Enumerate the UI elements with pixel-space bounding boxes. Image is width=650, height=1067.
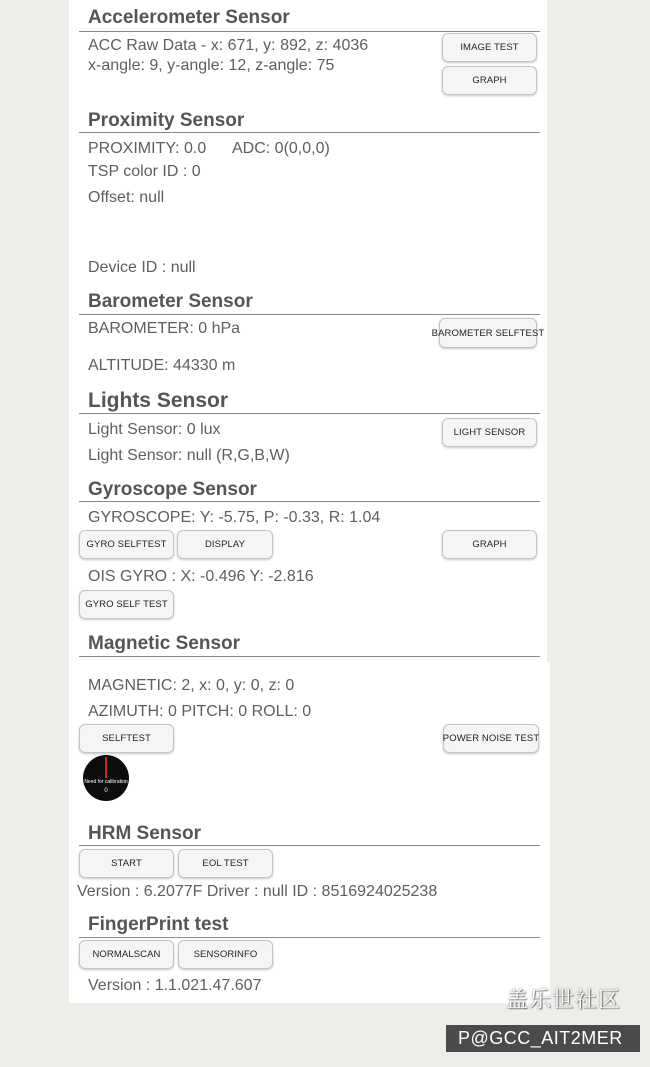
gyro-selftest-button[interactable]: GYRO SELFTEST — [79, 530, 174, 559]
proximity-adc: ADC: 0(0,0,0) — [232, 140, 330, 157]
hrm-eol-test-button[interactable]: EOL TEST — [178, 849, 273, 878]
light-sensor-button[interactable]: LIGHT SENSOR — [442, 418, 537, 447]
watermark-handle: P@GCC_AIT2MER — [446, 1025, 640, 1052]
proximity-header: Proximity Sensor — [88, 110, 245, 131]
lights-header: Lights Sensor — [88, 389, 229, 412]
device-id: Device ID : null — [88, 259, 196, 276]
panel-edge — [547, 662, 550, 1003]
light-lux: Light Sensor: 0 lux — [88, 421, 221, 438]
compass-needle-icon — [105, 757, 107, 778]
compass-calibration-label: Need for calibration — [84, 779, 128, 785]
barometer-selftest-button[interactable]: BAROMETER SELFTEST — [439, 318, 537, 348]
watermark-chinese: 盖乐世社区 — [506, 988, 622, 1013]
ois-gyro-value: OIS GYRO : X: -0.496 Y: -2.816 — [88, 568, 314, 585]
image-test-button[interactable]: IMAGE TEST — [442, 33, 537, 62]
gyroscope-value: GYROSCOPE: Y: -5.75, P: -0.33, R: 1.04 — [88, 509, 381, 526]
gyroscope-header: Gyroscope Sensor — [88, 479, 257, 500]
magnetic-selftest-button[interactable]: SELFTEST — [79, 724, 174, 753]
normalscan-button[interactable]: NORMALSCAN — [79, 940, 174, 969]
gyro-graph-button[interactable]: GRAPH — [442, 530, 537, 559]
magnetic-header: Magnetic Sensor — [88, 633, 241, 654]
acc-angles: x-angle: 9, y-angle: 12, z-angle: 75 — [88, 57, 335, 74]
gyro-display-button[interactable]: DISPLAY — [177, 530, 273, 559]
magnetic-orientation: AZIMUTH: 0 PITCH: 0 ROLL: 0 — [88, 703, 312, 720]
power-noise-test-button[interactable]: POWER NOISE TEST — [443, 724, 539, 753]
compass-value: 0 — [104, 788, 108, 794]
hrm-header: HRM Sensor — [88, 823, 201, 844]
light-rgbw: Light Sensor: null (R,G,B,W) — [88, 447, 290, 464]
fingerprint-divider — [79, 937, 540, 938]
barometer-divider — [79, 314, 540, 315]
sensorinfo-button[interactable]: SENSORINFO — [178, 940, 273, 969]
fingerprint-header: FingerPrint test — [88, 914, 229, 935]
altitude-value: ALTITUDE: 44330 m — [88, 357, 236, 374]
acc-graph-button[interactable]: GRAPH — [442, 66, 537, 95]
gyro-self-test-button[interactable]: GYRO SELF TEST — [79, 590, 174, 619]
hrm-divider — [79, 845, 540, 846]
tsp-color-id: TSP color ID : 0 — [88, 163, 201, 180]
magnetic-divider — [79, 656, 540, 657]
proximity-offset: Offset: null — [88, 189, 165, 206]
accelerometer-header: Accelerometer Sensor — [88, 7, 290, 28]
lights-divider — [79, 413, 540, 414]
magnetic-value: MAGNETIC: 2, x: 0, y: 0, z: 0 — [88, 677, 295, 694]
gyroscope-divider — [79, 501, 540, 502]
barometer-value: BAROMETER: 0 hPa — [88, 320, 241, 337]
hrm-version: Version : 6.2077F Driver : null ID : 8516924025238 — [77, 883, 438, 900]
hrm-start-button[interactable]: START — [79, 849, 174, 878]
fingerprint-version: Version : 1.1.021.47.607 — [88, 977, 262, 994]
acc-raw-data: ACC Raw Data - x: 671, y: 892, z: 4036 — [88, 37, 369, 54]
proximity-value: PROXIMITY: 0.0 — [88, 140, 207, 157]
accelerometer-divider — [79, 31, 540, 32]
barometer-header: Barometer Sensor — [88, 291, 253, 312]
proximity-divider — [79, 132, 540, 133]
compass-dial — [83, 755, 129, 801]
